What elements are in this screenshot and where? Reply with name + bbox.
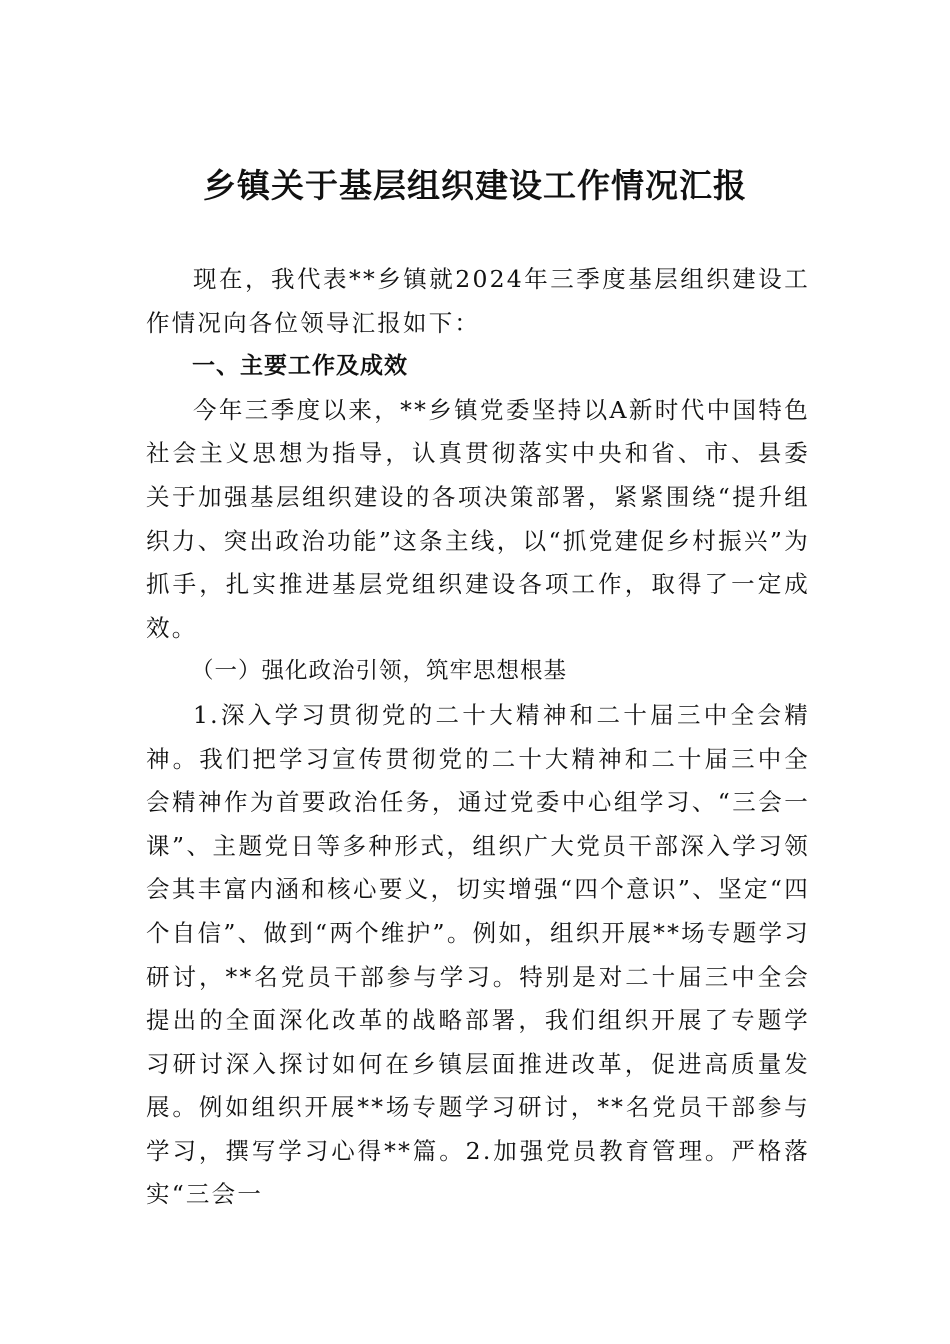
section-heading: 一、主要工作及成效 bbox=[192, 353, 408, 380]
subsection-heading: （一）强化政治引领，筑牢思想根基 bbox=[191, 658, 568, 685]
intro-paragraph: 现在，我代表**乡镇就2024年三季度基层组织建设工作情况向各位领导汇报如下： bbox=[146, 265, 810, 337]
document-body bbox=[146, 258, 810, 1217]
subsection-paragraph: 1.深入学习贯彻党的二十大精神和二十届三中全会精神。我们把学习宣传贯彻党的二十大精神和二十届三中全会精神作为首要政治任务，通过党委中心组学习、“三会一课”、主题党日等多种形式，组织广大党员干部深入学习领会其丰富内涵和核心要义，切实增强“四个意识”、坚定“四个自信”、做到“两个维护”。例如，组织开展**场专题学习研讨，**名党员干部参与学习。特别是对二十届三中全会提出的全面深化改革的战略部署，我们组织开展了专题学习研讨深入探讨如何在乡镇层面推进改革，促进高质量发展。例如组织开展**场专题学习研讨，**名党员干部参与学习，撰写学习心得**篇。2.加强党员教育管理。严格落实“三会一 bbox=[146, 700, 810, 1209]
section-paragraph: 今年三季度以来，**乡镇党委坚持以A新时代中国特色社会主义思想为指导，认真贯彻落实中央和省、市、县委关于加强基层组织建设的各项决策部署，紧紧围绕“提升组织力、突出政治功能”这条主线，以“抓党建促乡村振兴”为抓手，扎实推进基层党组织建设各项工作，取得了一定成效。 bbox=[146, 395, 810, 642]
document-title: 乡镇关于基层组织建设工作情况汇报 bbox=[203, 166, 747, 205]
